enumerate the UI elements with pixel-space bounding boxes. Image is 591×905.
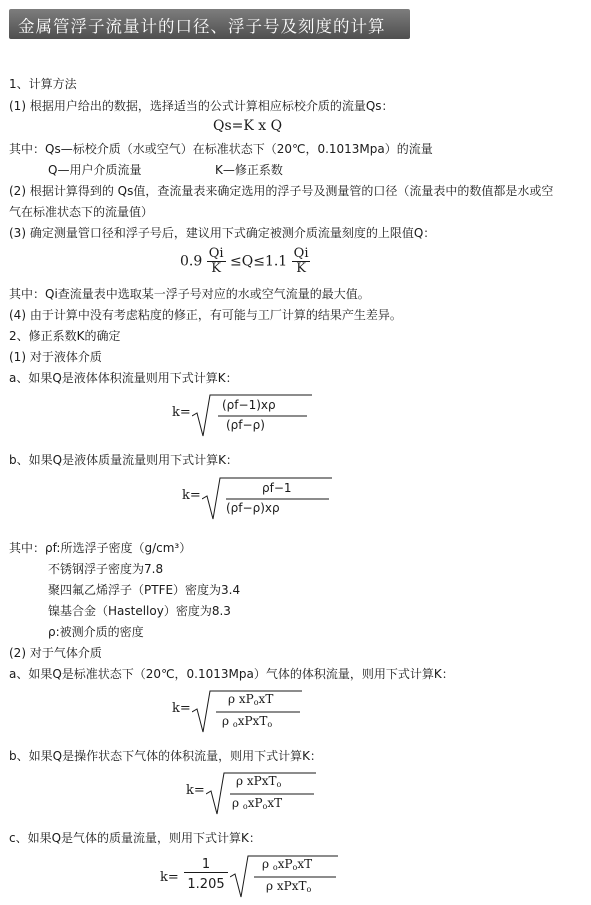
coef-den: 1.205 <box>187 877 225 892</box>
frac-num: ρ xPxT$_o$ <box>236 774 282 789</box>
frac-num: ρf−1 <box>262 481 292 495</box>
where-qs-text: 其中：Qs—标校介质（水或空气）在标准状态下（20℃，0.1013Mpa）的流量 <box>9 142 433 156</box>
frac-den: ρ $_oxP_oxT$ <box>232 796 283 811</box>
density-ptfe: 聚四氟乙烯浮子（PTFE）密度为3.4 <box>48 583 241 597</box>
frac-den: (ρf−ρ)xρ <box>226 501 280 515</box>
page-title: 金属管浮子流量计的口径、浮子号及刻度的计算 <box>18 17 386 36</box>
coef-num: 1 <box>184 857 228 873</box>
k-equals: k= <box>186 783 205 798</box>
section-2-heading: 2、修正系数K的确定 <box>9 329 121 343</box>
gas-heading: (2) 对于气体介质 <box>9 646 102 660</box>
density-hastelloy: 镍基合金（Hastelloy）密度为8.3 <box>48 604 231 618</box>
k-equals: k= <box>172 405 191 420</box>
formula-qs: Qs=K x Q <box>213 118 283 134</box>
where-rho-f-text: 其中：ρf:所选浮子密度（g/cm³） <box>9 541 192 555</box>
frac-den: (ρf−ρ) <box>226 418 265 432</box>
section-1-heading: 1、计算方法 <box>9 77 77 91</box>
k-equals: k= <box>172 701 191 716</box>
gas-a-text: a、如果Q是标准状态下（20℃，0.1013Mpa）气体的体积流量，则用下式计算K： <box>9 667 454 681</box>
frac-den: ρ $_o$xPxT$_o$ <box>222 714 273 729</box>
liquid-heading: (1) 对于液体介质 <box>9 350 102 364</box>
frac-den: ρ xPxT$_o$ <box>266 879 312 894</box>
gas-b-text: b、如果Q是操作状态下气体的体积流量，则用下式计算K： <box>9 749 322 763</box>
frac-num: Qi <box>293 246 309 261</box>
where-k-text: K—修正系数 <box>215 163 283 177</box>
frac-num: ρ $xP_oxT$ <box>228 692 274 707</box>
frac-den: K <box>211 261 221 276</box>
frac-num: ρ $_oxP_oxT$ <box>262 857 313 872</box>
where-qi-text: 其中：Qi查流量表中选取某一浮子号对应的水或空气流量的最大值。 <box>9 287 370 301</box>
step-2-text: (2) 根据计算得到的 Qs值，查流量表来确定选用的浮子号及测量管的口径（流量表中的数值都是水或空 <box>9 184 554 198</box>
frac-den: K <box>296 261 306 276</box>
liquid-b-text: b、如果Q是液体质量流量则用下式计算K： <box>9 453 238 467</box>
step-1-text: (1) 根据用户给出的数据，选择适当的公式计算相应标校介质的流量Qs： <box>9 99 394 113</box>
step-4-text: (4) 由于计算中没有考虑粘度的修正，有可能与工厂计算的结果产生差异。 <box>9 308 402 322</box>
range-middle: ≤Q≤1.1 <box>230 253 288 270</box>
medium-density: ρ:被测介质的密度 <box>48 625 144 639</box>
k-equals: k= <box>160 870 179 885</box>
where-q-text: Q—用户介质流量 <box>48 163 142 177</box>
liquid-a-text: a、如果Q是液体体积流量则用下式计算K： <box>9 371 238 385</box>
k-equals: k= <box>182 488 201 503</box>
coef-09: 0.9 <box>180 253 203 270</box>
formula-q-range <box>180 247 310 276</box>
frac-num: (ρf−1)xρ <box>222 398 276 412</box>
density-steel: 不锈钢浮子密度为7.8 <box>48 562 164 576</box>
gas-c-text: c、如果Q是气体的质量流量，则用下式计算K： <box>9 831 261 845</box>
title-bar <box>9 9 410 39</box>
step-2-text-cont: 气在标准状态下的流量值） <box>9 205 154 219</box>
step-3-text: (3) 确定测量管口径和浮子号后，建议用下式确定被测介质流量刻度的上限值Q： <box>9 226 436 240</box>
frac-num: Qi <box>208 246 224 261</box>
fraction-qi-k-2 <box>292 247 311 276</box>
fraction-qi-k <box>207 247 226 276</box>
